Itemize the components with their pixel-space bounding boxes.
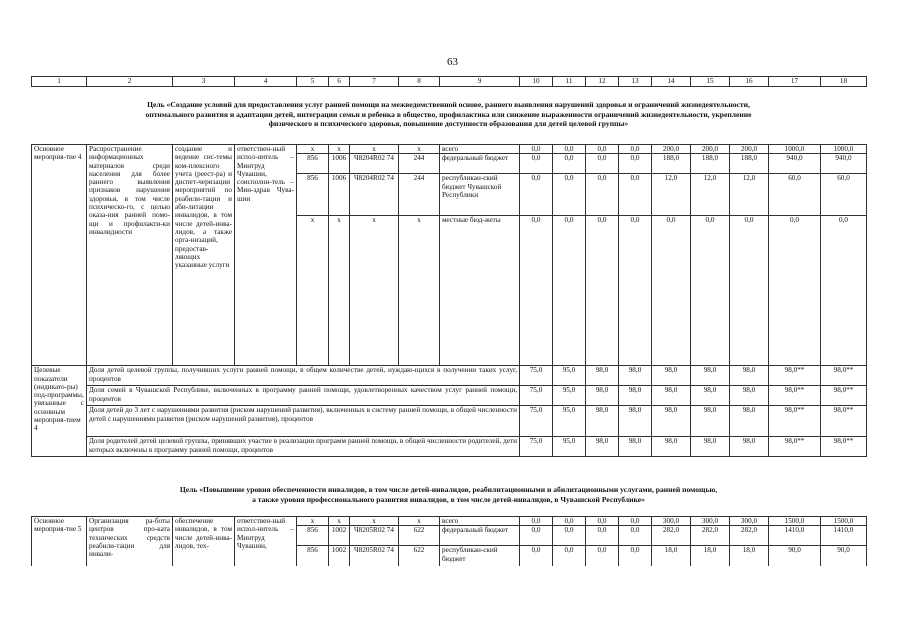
code-expense-type: х [399, 216, 440, 366]
code-target: Ч8205R02 74 [350, 526, 399, 546]
code-target: Ч8205R02 74 [350, 546, 399, 566]
event-responsible: ответствен-ный испол-нитель – Минтруд Чувашии, [235, 517, 297, 566]
value-cell: 0,0 [619, 154, 652, 174]
value-cell: 0,0 [769, 216, 821, 366]
code-section: 1006 [329, 154, 350, 174]
value-cell: 98,0 [619, 406, 652, 437]
event-5-table [31, 516, 867, 566]
value-cell: 1410,0 [821, 526, 867, 546]
column-number: 6 [329, 77, 350, 87]
funding-source: республикан-ский бюджет Чувашской Республики [440, 174, 520, 216]
value-cell: 0,0 [553, 154, 586, 174]
value-cell: 75,0 [520, 437, 553, 457]
value-cell: 98,0 [652, 366, 691, 386]
column-number: 9 [440, 77, 520, 87]
value-cell: 98,0 [619, 366, 652, 386]
value-cell: 940,0 [821, 154, 867, 174]
code-section: 1002 [329, 546, 350, 566]
event-responsible: ответствен-ный испол-нитель – Минтруд Чувашии, соисполни-тель – Мин-здрав Чува-шии [235, 145, 297, 366]
funding-source: федеральный бюджет [440, 154, 520, 174]
value-cell: 95,0 [553, 366, 586, 386]
page-number: 63 [447, 56, 458, 68]
value-cell: 0,0 [652, 216, 691, 366]
value-cell: 0,0 [520, 154, 553, 174]
code-grbs: 856 [297, 546, 329, 566]
value-cell: 0,0 [586, 216, 619, 366]
value-cell: 90,0 [769, 546, 821, 566]
value-cell: 98,0 [730, 386, 769, 406]
value-cell: 0,0 [619, 145, 652, 154]
goal-line: оптимального развития и адаптации детей, интеграции семьи и ребенка в общество, профилактика или снижение выраженности ограничений жизнедеятельности, укрепление [145, 109, 752, 119]
value-cell: 98,0 [691, 406, 730, 437]
value-cell: 0,0 [619, 526, 652, 546]
value-cell: 98,0 [730, 366, 769, 386]
value-cell: 0,0 [586, 526, 619, 546]
value-cell: 98,0 [730, 406, 769, 437]
code-section: х [329, 145, 350, 154]
value-cell: 75,0 [520, 406, 553, 437]
value-cell: 98,0 [691, 366, 730, 386]
column-number: 11 [553, 77, 586, 87]
value-cell: 0,0 [553, 517, 586, 526]
funding-source: местные бюд-жеты [440, 216, 520, 366]
code-target: х [350, 517, 399, 526]
code-grbs: х [297, 145, 329, 154]
indicator-row [32, 366, 867, 386]
indicator-row [32, 437, 867, 457]
value-cell: 0,0 [586, 546, 619, 566]
value-cell: 98,0 [586, 437, 619, 457]
value-cell: 200,0 [730, 145, 769, 154]
code-expense-type: 244 [399, 174, 440, 216]
indicator-text: Доля детей целевой группы, получивших услуги ранней помощи, в общем количестве детей, нуждаю-щихся в получении таких услуг, процентов [87, 366, 520, 386]
event-result: обеспечение инвалидов, в том числе детей-инва-лидов, тех- [173, 517, 235, 566]
value-cell: 0,0 [821, 216, 867, 366]
code-section: 1006 [329, 174, 350, 216]
value-cell: 98,0 [730, 437, 769, 457]
code-expense-type: 244 [399, 154, 440, 174]
value-cell: 1000,0 [821, 145, 867, 154]
value-cell: 98,0 [586, 406, 619, 437]
value-cell: 12,0 [652, 174, 691, 216]
value-cell: 98,0** [821, 437, 867, 457]
value-cell: 0,0 [619, 517, 652, 526]
goal-heading-rehabilitation [31, 485, 866, 504]
value-cell: 0,0 [619, 216, 652, 366]
value-cell: 0,0 [520, 174, 553, 216]
code-expense-type: 622 [399, 526, 440, 546]
value-cell: 98,0 [619, 437, 652, 457]
column-number: 3 [173, 77, 235, 87]
value-cell: 1410,0 [769, 526, 821, 546]
code-target: х [350, 145, 399, 154]
value-cell: 90,0 [821, 546, 867, 566]
column-number: 15 [691, 77, 730, 87]
event-name: Основное мероприя-тие 5 [32, 517, 87, 566]
value-cell: 98,0** [821, 406, 867, 437]
code-section: х [329, 517, 350, 526]
code-target: х [350, 216, 399, 366]
value-cell: 0,0 [619, 546, 652, 566]
value-cell: 18,0 [652, 546, 691, 566]
column-number: 10 [520, 77, 553, 87]
code-grbs: 856 [297, 174, 329, 216]
value-cell: 282,0 [691, 526, 730, 546]
value-cell: 940,0 [769, 154, 821, 174]
value-cell: 0,0 [586, 145, 619, 154]
value-cell: 0,0 [553, 216, 586, 366]
value-cell: 98,0** [821, 366, 867, 386]
indicator-text: Доля семей в Чувашской Республике, включенных в программу ранней помощи, удовлетворенных качеством услуг ранней помощи, процентов [87, 386, 520, 406]
code-section: 1002 [329, 526, 350, 546]
value-cell: 75,0 [520, 386, 553, 406]
value-cell: 282,0 [652, 526, 691, 546]
value-cell: 0,0 [619, 174, 652, 216]
value-cell: 300,0 [730, 517, 769, 526]
value-cell: 0,0 [586, 174, 619, 216]
code-expense-type: х [399, 517, 440, 526]
indicator-text: Доля родителей детей целевой группы, принявших участие в реализации программ ранней помощи, в общей численности родителей, дети которых включены в программу ранней помощи, процентов [87, 437, 520, 457]
table-row [32, 517, 867, 526]
value-cell: 0,0 [553, 145, 586, 154]
value-cell: 98,0 [652, 437, 691, 457]
value-cell: 98,0** [769, 406, 821, 437]
value-cell: 98,0** [769, 437, 821, 457]
value-cell: 98,0 [691, 386, 730, 406]
value-cell: 0,0 [520, 546, 553, 566]
indicator-text: Доля детей до 3 лет с нарушениями развития (риском нарушений развития), включенных в систему ранней помощи, в общей численности детей с нарушениями развития (риском нарушений развития), процентов [87, 406, 520, 437]
code-grbs: 856 [297, 526, 329, 546]
goal-line: Цель «Повышение уровня обеспеченности инвалидов, в том числе детей-инвалидов, реабилитационными и абилитационными услугами, ранней помощью, [179, 485, 718, 494]
value-cell: 0,0 [520, 517, 553, 526]
value-cell: 95,0 [553, 406, 586, 437]
column-number: 17 [769, 77, 821, 87]
value-cell: 98,0** [821, 386, 867, 406]
funding-source: федеральный бюджет [440, 526, 520, 546]
value-cell: 188,0 [652, 154, 691, 174]
event-result: создание и ведение сис-темы ком-плексного учета (реест-ра) и диспет-черизации мероприятий по реабили-тации и аби-литации инвалидов, в том числе детей-инва-лидов, а также орга-низаций, предостав-ляющих указанные услуги [173, 145, 235, 366]
value-cell: 12,0 [730, 174, 769, 216]
event-4-table [31, 144, 867, 457]
column-number: 13 [619, 77, 652, 87]
value-cell: 98,0** [769, 386, 821, 406]
value-cell: 98,0 [586, 366, 619, 386]
value-cell: 0,0 [553, 546, 586, 566]
goal-line: а также уровня профессионального развития инвалидов, в том числе детей-инвалидов, в Чувашской Республике» [252, 494, 645, 504]
code-grbs: х [297, 517, 329, 526]
table-row [32, 145, 867, 154]
indicators-label: Целевые показатели (индикато-ры) под-программы, увязанные с основным мероприя-тием 4 [32, 366, 87, 457]
indicator-row [32, 406, 867, 437]
value-cell: 95,0 [553, 386, 586, 406]
code-section: х [329, 216, 350, 366]
value-cell: 188,0 [691, 154, 730, 174]
value-cell: 98,0 [586, 386, 619, 406]
column-number-header [31, 76, 867, 87]
column-number: 4 [235, 77, 297, 87]
value-cell: 75,0 [520, 366, 553, 386]
value-cell: 18,0 [730, 546, 769, 566]
indicator-row [32, 386, 867, 406]
value-cell: 1000,0 [769, 145, 821, 154]
value-cell: 1500,0 [769, 517, 821, 526]
column-number: 16 [730, 77, 769, 87]
value-cell: 1500,0 [821, 517, 867, 526]
value-cell: 200,0 [691, 145, 730, 154]
column-number: 2 [87, 77, 173, 87]
value-cell: 18,0 [691, 546, 730, 566]
value-cell: 98,0 [691, 437, 730, 457]
value-cell: 0,0 [553, 174, 586, 216]
code-grbs: х [297, 216, 329, 366]
value-cell: 98,0 [619, 386, 652, 406]
funding-source: всего [440, 517, 520, 526]
goal-heading-early-help [31, 100, 866, 129]
value-cell: 300,0 [691, 517, 730, 526]
value-cell: 60,0 [769, 174, 821, 216]
value-cell: 0,0 [586, 154, 619, 174]
value-cell: 282,0 [730, 526, 769, 546]
value-cell: 95,0 [553, 437, 586, 457]
value-cell: 98,0 [652, 406, 691, 437]
value-cell: 98,0 [652, 386, 691, 406]
value-cell: 0,0 [520, 145, 553, 154]
event-description: Организация ра-боты центров про-ката технических средств реабили-тации для инвали- [87, 517, 173, 566]
column-number: 18 [821, 77, 867, 87]
code-grbs: 856 [297, 154, 329, 174]
value-cell: 12,0 [691, 174, 730, 216]
code-expense-type: 622 [399, 546, 440, 566]
column-number: 12 [586, 77, 619, 87]
value-cell: 60,0 [821, 174, 867, 216]
value-cell: 188,0 [730, 154, 769, 174]
value-cell: 98,0** [769, 366, 821, 386]
column-number: 1 [32, 77, 87, 87]
value-cell: 0,0 [586, 517, 619, 526]
code-expense-type: х [399, 145, 440, 154]
value-cell: 200,0 [652, 145, 691, 154]
column-number: 5 [297, 77, 329, 87]
code-target: Ч8204R02 74 [350, 174, 399, 216]
value-cell: 0,0 [520, 526, 553, 546]
header-row [32, 77, 867, 87]
value-cell: 0,0 [553, 526, 586, 546]
event-name: Основное мероприя-тие 4 [32, 145, 87, 366]
code-target: Ч8204R02 74 [350, 154, 399, 174]
value-cell: 0,0 [730, 216, 769, 366]
column-number: 7 [350, 77, 399, 87]
value-cell: 0,0 [520, 216, 553, 366]
column-number: 14 [652, 77, 691, 87]
column-number: 8 [399, 77, 440, 87]
funding-source: всего [440, 145, 520, 154]
funding-source: республикан-ский бюджет [440, 546, 520, 566]
event-description: Распространение информационных материалов среди населения для более раннего выявления признаков нарушения здоровья, в том числе психическо-го, с целью оказа-ния ранней помо-щи и профилакти-ки инвалидности [87, 145, 173, 366]
value-cell: 300,0 [652, 517, 691, 526]
goal-line: Цель «Создание условий для предоставления услуг ранней помощи на межведомственной основе, раннего выявления нарушений здоровья и ограничений жизнедеятельности, [147, 100, 750, 109]
goal-line: физического и психического здоровья, повышение доступности образования для детей целевой группы» [268, 119, 629, 129]
value-cell: 0,0 [691, 216, 730, 366]
